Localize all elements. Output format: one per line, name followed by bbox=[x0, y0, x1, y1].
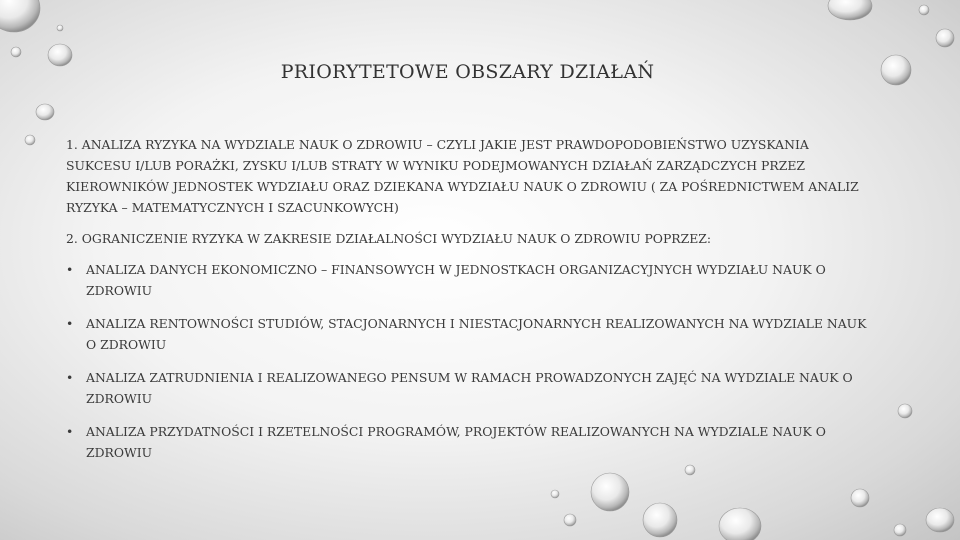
paragraph-risk-reduction: 2. OGRANICZENIE RYZYKA W ZAKRESIE DZIAŁALNOŚCI WYDZIAŁU NAUK O ZDROWIU POPRZEZ: bbox=[66, 231, 712, 246]
bullet-list bbox=[66, 259, 876, 463]
slide-title: PRIORYTETOWE OBSZARY DZIAŁAŃ bbox=[280, 61, 655, 83]
bullet-text: ANALIZA ZATRUDNIENIA I REALIZOWANEGO PENSUM W RAMACH PROWADZONYCH ZAJĘĆ NA WYDZIALE NAUK O ZDROWIU bbox=[86, 370, 853, 406]
paragraph-risk-analysis: 1. ANALIZA RYZYKA NA WYDZIALE NAUK O ZDROWIU – CZYLI JAKIE JEST PRAWDOPODOBIEŃSTWO UZYSKANIA SUKCESU I/LUB PORAŻKI, ZYSKU I/LUB STRATY W WYNIKU PODEJMOWANYCH DZIAŁAŃ ZARZĄDCZYCH PRZEZ KIEROWNIKÓW JEDNOSTEK WYDZIAŁU ORAZ DZIEKANA WYDZIAŁU NAUK O ZDROWIU ( ZA POŚREDNICTWEM ANALIZ RYZYKA – MATEMATYCZNYCH I SZACUNKOWYCH) bbox=[66, 137, 859, 215]
bullet-item bbox=[66, 259, 876, 301]
bullet-icon: • bbox=[66, 370, 74, 385]
bullet-text: ANALIZA RENTOWNOŚCI STUDIÓW, STACJONARNYCH I NIESTACJONARNYCH REALIZOWANYCH NA WYDZIALE NAUK O ZDROWIU bbox=[86, 316, 867, 352]
bullet-text: ANALIZA PRZYDATNOŚCI I RZETELNOŚCI PROGRAMÓW, PROJEKTÓW REALIZOWANYCH NA WYDZIALE NAUK O ZDROWIU bbox=[86, 424, 826, 460]
bullet-item bbox=[66, 313, 876, 355]
bullet-icon: • bbox=[66, 316, 74, 331]
bullet-icon: • bbox=[66, 424, 74, 439]
bullet-item bbox=[66, 367, 876, 409]
bullet-text: ANALIZA DANYCH EKONOMICZNO – FINANSOWYCH W JEDNOSTKACH ORGANIZACYJNYCH WYDZIAŁU NAUK O ZDROWIU bbox=[86, 262, 826, 298]
bullet-item bbox=[66, 421, 876, 463]
bullet-icon: • bbox=[66, 262, 74, 277]
slide-body bbox=[66, 134, 876, 475]
